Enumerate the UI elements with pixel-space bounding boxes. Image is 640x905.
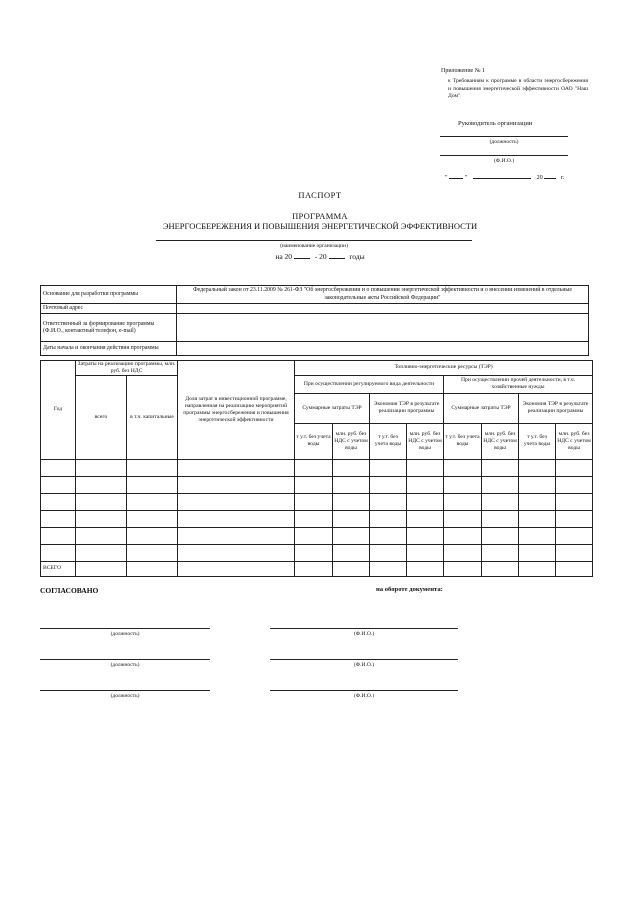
table-row (41, 476, 593, 493)
responsible-value[interactable] (177, 314, 589, 342)
unit-mln-rub: млн. руб. без НДС с учетом воды (482, 423, 519, 459)
total-row (41, 561, 593, 576)
basis-value: Федеральный закон от 23.11.2009 № 261-ФЗ "Об энергосбережении и о повышении энергетической эффективности и о внесении изменений в отдельные законодательные акты Российской Федерации" (177, 286, 589, 304)
years-end-blank (329, 252, 345, 259)
regulated-header: При осуществлении регулируемого вида деятельности (295, 375, 444, 393)
fer-header: Топливно-энергетические ресурсы (ТЭР) (295, 361, 593, 376)
program-subtitle: ЭНЕРГОСБЕРЕЖЕНИЯ И ПОВЫШЕНИЯ ЭНЕРГЕТИЧЕСКОЙ ЭФФЕКТИВНОСТИ (162, 221, 478, 231)
address-label: Почтовый адрес (41, 304, 177, 314)
table-row (41, 493, 593, 510)
head-position-line (440, 136, 568, 137)
unit-tut: т у.т. без учета воды (370, 423, 407, 459)
date-year-blank (544, 172, 556, 179)
signer-3-name-line (270, 690, 458, 691)
share-header: Доля затрат в инвестиционной программе, направленная на реализацию мероприятий программы энергосбережения и повышения энергетической эффективности (178, 361, 295, 460)
program-years (0, 252, 640, 261)
unit-tut: т у.т. без учета воды (444, 423, 482, 459)
costs-capital-header: в т.ч. капитальные (127, 375, 178, 459)
program-title: ПРОГРАММА (292, 211, 348, 221)
head-name-caption: (Ф.И.О.) (493, 158, 515, 164)
costs-total-header: всего (76, 375, 127, 459)
unit-tut: т у.т. без учета воды (295, 423, 333, 459)
table-row (41, 544, 593, 561)
org-name-caption: (наименование организации) (280, 243, 348, 249)
table-row (41, 510, 593, 527)
appendix-text: к Требованиям к программе в области энергосбережения и повышения энергетической эффективности ОАО "Наш Дом" (448, 78, 588, 100)
regulated-economy-header: Экономия ТЭР в результате реализации программы (370, 393, 444, 423)
basis-label: Основание для разработки программы (41, 286, 177, 304)
approval-date (445, 172, 564, 181)
unit-mln-rub: млн. руб. без НДС с учетом воды (333, 423, 370, 459)
signer-2-position-caption: (должность) (110, 662, 140, 668)
other-economy-header: Экономия ТЭР в результате реализации программы (519, 393, 593, 423)
date-year-suffix: г. (560, 174, 565, 181)
date-quote-close: " (464, 174, 468, 181)
head-title: Руководитель организации (458, 120, 533, 127)
date-month-blank (473, 172, 531, 179)
total-label: ВСЕГО (41, 561, 76, 576)
table-row (41, 459, 593, 476)
address-value[interactable] (177, 304, 589, 314)
reverse-side-label: на обороте документа: (376, 586, 443, 593)
head-name-line (440, 155, 568, 156)
unit-mln-rub: млн. руб. без НДС с учетом воды (556, 423, 593, 459)
date-year-prefix: 20 (536, 174, 543, 181)
passport-title: ПАСПОРТ (298, 190, 342, 200)
signer-1-name-caption: (Ф.И.О.) (353, 631, 375, 637)
signer-2-position-line (40, 659, 210, 660)
unit-tut: т у.т. без учета воды (519, 423, 556, 459)
table-row (41, 527, 593, 544)
responsible-label: Ответственный за формирование программы (Ф.И.О., контактный телефон, e-mail) (41, 314, 177, 342)
regulated-sum-header: Суммарные затраты ТЭР (295, 393, 370, 423)
other-sum-header: Суммарные затраты ТЭР (444, 393, 519, 423)
costs-fer-table (40, 360, 593, 577)
other-activity-header: При осуществлении прочей деятельности, в т.ч. хозяйственные нужды (444, 375, 593, 393)
signer-1-position-caption: (должность) (110, 631, 140, 637)
years-start-blank (294, 252, 310, 259)
signer-1-name-line (270, 628, 458, 629)
unit-mln-rub: млн. руб. без НДС с учетом воды (407, 423, 444, 459)
signer-3-position-caption: (должность) (110, 693, 140, 699)
org-name-line (156, 240, 472, 241)
dates-value[interactable] (177, 342, 589, 356)
agreed-label: СОГЛАСОВАНО (40, 586, 99, 595)
signer-3-position-line (40, 690, 210, 691)
date-day-blank (449, 172, 463, 179)
program-info-table (40, 285, 589, 356)
signer-2-name-line (270, 659, 458, 660)
head-position-caption: (должность) (489, 139, 519, 145)
appendix-label: Приложение № 1 (441, 68, 485, 74)
signer-1-position-line (40, 628, 210, 629)
date-quote-open: " (445, 174, 448, 181)
years-prefix: на 20 (275, 252, 293, 261)
year-header: Год (41, 361, 76, 460)
signer-2-name-caption: (Ф.И.О.) (353, 662, 375, 668)
dates-label: Даты начала и окончания действия программы (41, 342, 177, 356)
years-suffix: годы (349, 252, 365, 261)
years-mid: - 20 (314, 252, 327, 261)
costs-header: Затраты на реализацию программы, млн. руб. без НДС (76, 361, 178, 376)
signer-3-name-caption: (Ф.И.О.) (353, 693, 375, 699)
